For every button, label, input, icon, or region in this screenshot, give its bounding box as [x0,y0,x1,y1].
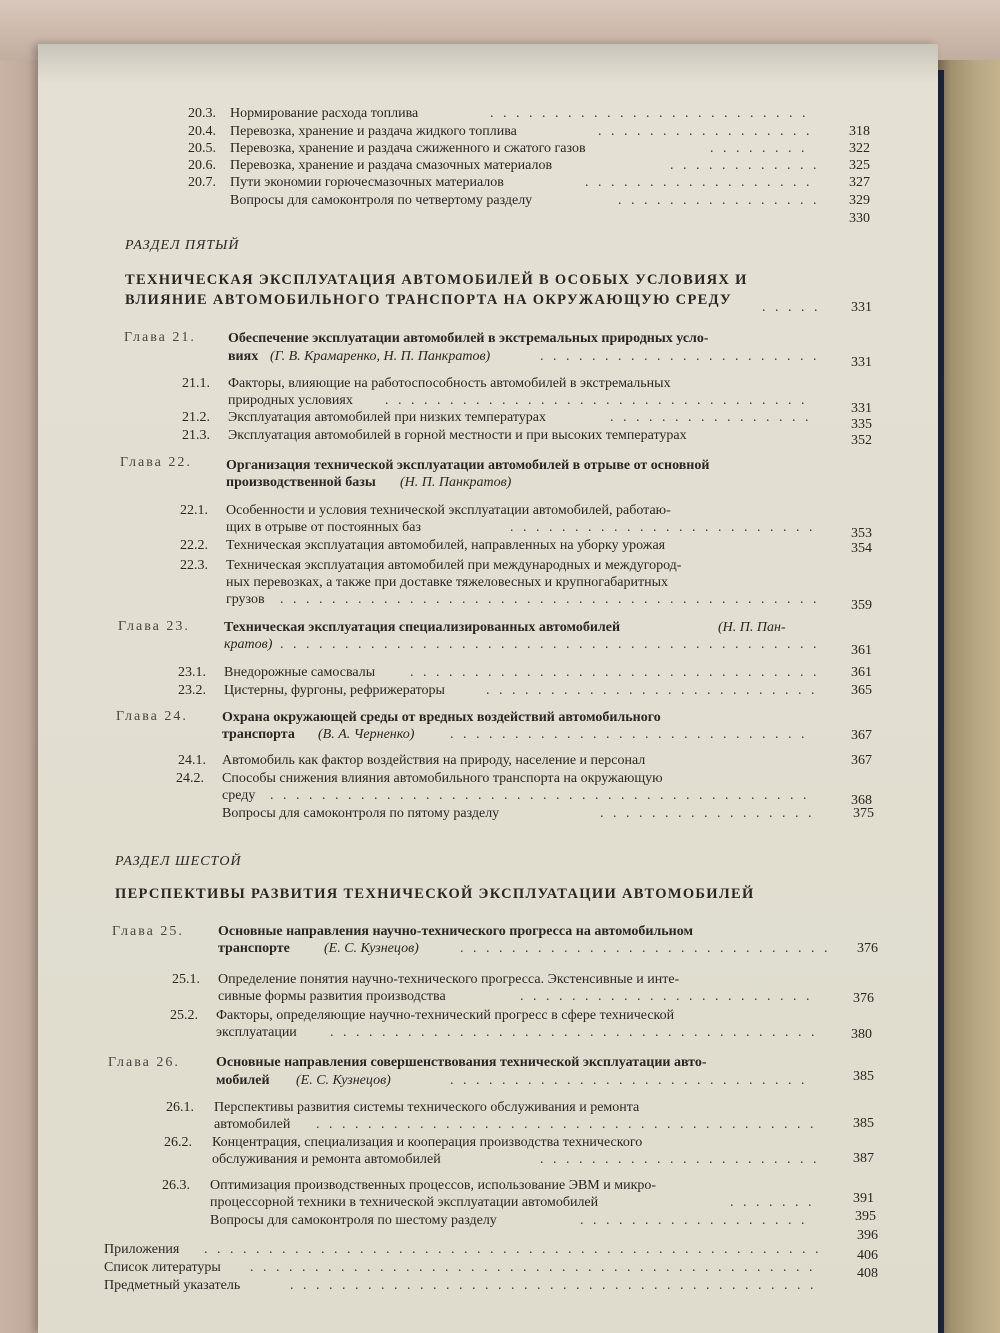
leader-dots: . . . . . . . . . . . . . . . . . . . . . . . . . [490,106,809,121]
leader-dots: . . . . . . . . . . . . . . . . . . . . . . . . . . . . [450,1073,808,1088]
toc-page: 395 [855,1209,876,1224]
toc-number: 20.3. [188,106,216,121]
toc-page: 361 [851,643,872,658]
leader-dots: . . . . . . . . . . . . . . . . [610,410,812,425]
chapter-title: Основные направления научно-технического прогресса на автомобильном [218,924,693,939]
leader-dots: . . . . . . . . . . . . . . . . . . . . . . . . . . [486,683,818,698]
chapter-label: Глава 23. [118,619,190,634]
toc-title: Оптимизация производственных процессов, использование ЭВМ и микро- [210,1178,657,1193]
toc-number: 22.3. [180,558,208,573]
toc-page: 330 [849,211,870,226]
leader-dots: . . . . . . . . . . . . . . . . . [598,124,813,139]
toc-page: 385 [853,1116,874,1131]
toc-title: ных перевозках, а также при доставке тяжеловесных и крупногабаритных [226,575,668,590]
toc-index: Предметный указатель [104,1278,241,1293]
toc-title: Особенности и условия технической эксплуатации автомобилей, работаю- [226,503,671,518]
toc-number: 24.1. [178,753,206,768]
leader-dots: . . . . . . . . . . . . . . . . . . . . . . . . . . . . . . . . . . . . . . . . . . . . [250,1260,816,1275]
toc-title: Факторы, влияющие на работоспособность автомобилей в экстремальных [228,376,671,391]
leader-dots: . . . . . . . . . . . . . . . . . . . . . . . . . . . . . . . . . . . . . . . . . [290,1278,817,1293]
toc-questions: Вопросы для самоконтроля по пятому разделу [222,806,500,821]
toc-title: Пути экономии горючесмазочных материалов [230,175,504,190]
chapter-authors: кратов) [224,637,273,652]
toc-title: Перевозка, хранение и раздача сжиженного и сжатого газов [230,141,586,156]
toc-title: среду [222,788,256,803]
toc-number: 20.5. [188,141,216,156]
toc-number: 21.3. [182,428,210,443]
toc-page: 385 [853,1069,874,1084]
chapter-authors: (В. А. Черненко) [318,727,415,742]
toc-page: 318 [849,124,870,139]
toc-title: Автомобиль как фактор воздействия на природу, население и персонал [222,753,646,768]
toc-page: 331 [851,355,872,370]
toc-number: 22.2. [180,538,208,553]
toc-title: Эксплуатация автомобилей в горной местности и при высоких температурах [228,428,687,443]
chapter-title: производственной базы [226,475,376,490]
toc-number: 23.1. [178,665,206,680]
toc-page: 322 [849,141,870,156]
leader-dots: . . . . . . . . . . . . . . . . . . . . . . . . . . . . [450,727,808,742]
toc-title: Перспективы развития системы технического обслуживания и ремонта [214,1100,640,1115]
chapter-title: Основные направления совершенствования технической эксплуатации авто- [216,1055,707,1070]
toc-page: 354 [851,541,872,556]
leader-dots: . . . . . . . . . . . . . . . . . . . . . . . . . . . . . . . . . . . . . . . . . . . . . . . . [204,1242,822,1257]
toc-number: 25.2. [170,1008,198,1023]
leader-dots: . . . . . . . . . . . . . . . . . . . . . . . . . . . . . . . . . . . . . . [330,1025,818,1040]
leader-dots: . . . . . . . . . . . . . . . . . . . . . . [540,1152,820,1167]
toc-literature: Список литературы [104,1260,221,1275]
leader-dots: . . . . . . . . . . . . . . . . [618,193,820,208]
chapter-label: Глава 26. [108,1055,180,1070]
toc-title: Способы снижения влияния автомобильного транспорта на окружающую [222,771,663,786]
toc-title: Перевозка, хранение и раздача смазочных материалов [230,158,553,173]
chapter-label: Глава 21. [124,330,196,345]
toc-page: 387 [853,1151,874,1166]
toc-page: 335 [851,417,872,432]
toc-title: природных условиях [228,393,353,408]
chapter-title: Обеспечение эксплуатации автомобилей в экстремальных природных усло- [228,331,709,346]
leader-dots: . . . . . . . . . . . . . . . . . . . . . . . . . . . . . . . . . . . . . . . . . . [280,592,820,607]
leader-dots: . . . . . . . . . . . . . . . . . . . . . . . [520,989,813,1004]
part-label: РАЗДЕЛ ПЯТЫЙ [125,238,240,253]
toc-page: 331 [851,300,872,315]
toc-number: 25.1. [172,972,200,987]
toc-title: Нормирование расхода топлива [230,106,419,121]
toc-title: Перевозка, хранение и раздача жидкого топлива [230,124,517,139]
toc-page: 380 [851,1027,872,1042]
leader-dots: . . . . . . . . . . . . . . . . . [600,806,815,821]
toc-title: сивные формы развития производства [218,989,446,1004]
toc-title: процессорной техники в технической эксплуатации автомобилей [210,1195,599,1210]
leader-dots: . . . . . . . . . . . . . . . . . . . . . . . . . . . . . . . . . [385,393,808,408]
toc-title: Факторы, определяющие научно-технический прогресс в сфере технической [216,1008,675,1023]
leader-dots: . . . . . . . . . . . . [670,158,820,173]
chapter-authors: (Е. С. Кузнецов) [296,1073,391,1088]
toc-page: 327 [849,175,870,190]
toc-title: Техническая эксплуатация автомобилей, направленных на уборку урожая [226,538,666,553]
toc-page: 365 [851,683,872,698]
leader-dots: . . . . . . . . . . . . . . . . . . [585,175,813,190]
toc-number: 24.2. [176,771,204,786]
toc-page: 331 [851,401,872,416]
leader-dots: . . . . . . . . . . . . . . . . . . . . . . . . [510,520,816,535]
toc-title: Техническая эксплуатация автомобилей при международных и междугород- [226,558,682,573]
toc-page: 368 [851,793,872,808]
chapter-label: Глава 22. [120,455,192,470]
toc-number: 20.4. [188,124,216,139]
toc-page: 376 [857,941,878,956]
toc-number: 26.1. [166,1100,194,1115]
toc-number: 26.2. [164,1135,192,1150]
toc-page: 376 [853,991,874,1006]
toc-number: 22.1. [180,503,208,518]
toc-number: 21.2. [182,410,210,425]
toc-questions: Вопросы для самоконтроля по четвертому разделу [230,193,533,208]
toc-title: Цистерны, фургоны, рефрижераторы [224,683,445,698]
toc-page: 329 [849,193,870,208]
toc-page: 396 [857,1228,878,1243]
leader-dots: . . . . . . . . . . . . . . . . . . . . . . . . . . . . . . . . . . . . . . . . . . [270,788,810,803]
toc-page: 325 [849,158,870,173]
chapter-authors: (Г. В. Крамаренко, Н. П. Панкратов) [270,349,491,364]
leader-dots: . . . . . . . . . . . . . . . . . . . . . . . . . . . . . . . . . . . . . . . [316,1117,817,1132]
toc-page: 359 [851,598,872,613]
toc-page: 352 [851,433,872,448]
chapter-title: транспорте [218,941,290,956]
toc-title: эксплуатации [216,1025,297,1040]
leader-dots: . . . . . . . . . . . . . . . . . . . . . . . . . . . . . . . . . . . . . . . . . . [280,637,820,652]
leader-dots: . . . . . . . . [710,141,808,156]
part-title: ПЕРСПЕКТИВЫ РАЗВИТИЯ ТЕХНИЧЕСКОЙ ЭКСПЛУАТАЦИИ АВТОМОБИЛЕЙ [115,886,755,902]
leader-dots: . . . . . . . . . . . . . . . . . . [580,1213,808,1228]
chapter-title: Охрана окружающей среды от вредных воздействий автомобильного [222,710,661,725]
part-title: ТЕХНИЧЕСКАЯ ЭКСПЛУАТАЦИЯ АВТОМОБИЛЕЙ В ОСОБЫХ УСЛОВИЯХ И [125,272,748,288]
toc-title: щих в отрыве от постоянных баз [226,520,421,535]
toc-appendix: Приложения [104,1242,180,1257]
toc-title: Эксплуатация автомобилей при низких температурах [228,410,546,425]
toc-page: 361 [851,665,872,680]
toc-questions: Вопросы для самоконтроля по шестому разделу [210,1213,497,1228]
leader-dots: . . . . . . . . . . . . . . . . . . . . . . . . . . . . . [460,941,831,956]
toc-title: Концентрация, специализация и кооперация производства технического [212,1135,643,1150]
toc-number: 21.1. [182,376,210,391]
chapter-title: мобилей [216,1073,270,1088]
chapter-title: Организация технической эксплуатации автомобилей в отрыве от основной [226,458,710,473]
part-label: РАЗДЕЛ ШЕСТОЙ [115,854,242,869]
chapter-label: Глава 24. [116,709,188,724]
leader-dots: . . . . . . . . . . . . . . . . . . . . . . . . . . . . . . . . [410,665,820,680]
toc-page: 367 [851,728,872,743]
toc-page: 375 [853,806,874,821]
toc-page: 406 [857,1248,878,1263]
part-title: ВЛИЯНИЕ АВТОМОБИЛЬНОГО ТРАНСПОРТА НА ОКРУЖАЮЩУЮ СРЕДУ [125,292,732,308]
leader-dots: . . . . . . . [730,1195,815,1210]
toc-title: автомобилей [214,1117,291,1132]
chapter-title: транспорта [222,727,295,742]
leader-dots: . . . . . [762,300,821,315]
toc-title: Определение понятия научно-технического прогресса. Экстенсивные и инте- [218,972,680,987]
leader-dots: . . . . . . . . . . . . . . . . . . . . . . [540,349,820,364]
chapter-authors: (Н. П. Пан- [718,620,786,635]
chapter-authors: (Е. С. Кузнецов) [324,941,419,956]
toc-number: 26.3. [162,1178,190,1193]
toc-title: Внедорожные самосвалы [224,665,376,680]
toc-title: грузов [226,592,265,607]
toc-number: 20.7. [188,175,216,190]
toc-page: 353 [851,526,872,541]
toc-number: 20.6. [188,158,216,173]
chapter-title: виях [228,349,259,364]
chapter-title: Техническая эксплуатация специализированных автомобилей [224,620,621,635]
chapter-label: Глава 25. [112,924,184,939]
toc-page: 391 [853,1191,874,1206]
chapter-authors: (Н. П. Панкратов) [400,475,512,490]
toc-number: 23.2. [178,683,206,698]
toc-page: 367 [851,753,872,768]
toc-page: 408 [857,1266,878,1281]
toc-title: обслуживания и ремонта автомобилей [212,1152,441,1167]
